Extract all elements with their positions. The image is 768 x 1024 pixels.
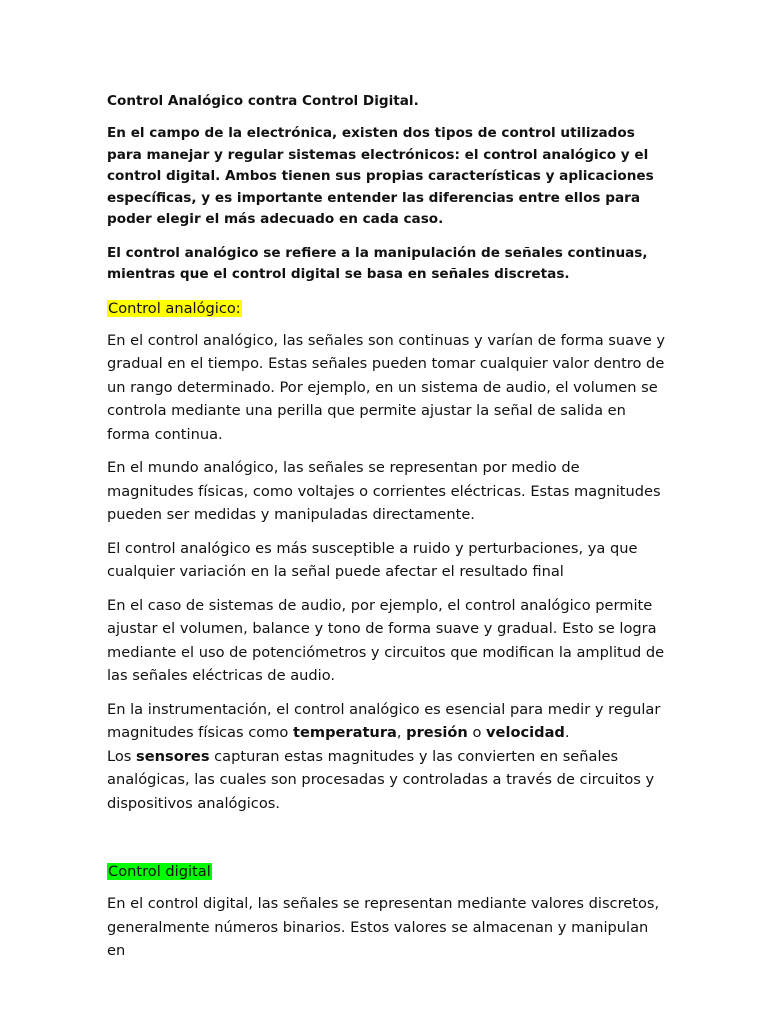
intro-paragraph-2: El control analógico se refiere a la manipulación de señales continuas, mientras que el control digital se basa en señales discretas.	[107, 244, 648, 282]
p5-end: .	[564, 724, 570, 741]
digital-section-heading	[107, 861, 667, 882]
document-content	[107, 92, 667, 973]
analog-heading-highlight: Control analógico:	[108, 299, 241, 317]
bold-sensores: sensores	[136, 747, 210, 765]
analog-paragraph-5	[107, 698, 667, 816]
document-title: Control Analógico contra Control Digital.	[107, 93, 419, 109]
p5-text-1: En la instrumentación, el control analógico es esencial para medir y regular magnitudes físicas como	[107, 700, 661, 741]
analog-section-heading	[107, 298, 667, 319]
bold-presion: presión	[406, 724, 468, 741]
analog-paragraph-3: El control analógico es más susceptible a ruido y perturbaciones, ya que cualquier variación en la señal puede afectar el resultado final	[107, 539, 638, 580]
p5-sep-2: o	[467, 724, 487, 741]
section-spacer	[107, 825, 667, 859]
analog-paragraph-4: En el caso de sistemas de audio, por ejemplo, el control analógico permite ajustar el volumen, balance y tono de forma suave y gradual. Esto se logra mediante el uso de potenciómetros y circuitos que modifican la amplitud de las señales eléctricas de audio.	[107, 596, 665, 684]
analog-paragraph-1: En el control analógico, las señales son continuas y varían de forma suave y gradual en el tiempo. Estas señales pueden tomar cualquier valor dentro de un rango determinado. Por ejemplo, en un sistema de audio, el volumen se controla mediante una perilla que permite ajustar la señal de salida en forma continua.	[107, 331, 665, 443]
bold-velocidad: velocidad	[486, 724, 565, 741]
bold-temperatura: temperatura	[292, 724, 397, 741]
p5-sep-1: ,	[396, 724, 407, 741]
analog-paragraph-2: En el mundo analógico, las señales se representan por medio de magnitudes físicas, como voltajes o corrientes eléctricas. Estas magnitudes pueden ser medidas y manipuladas directamente.	[107, 459, 661, 523]
p5-line2-start: Los	[107, 747, 137, 765]
p5-line2-rest: capturan estas magnitudes y las convierten en señales analógicas, las cuales son procesadas y controladas a través de circuitos y dispositivos analógicos.	[107, 747, 655, 812]
digital-paragraph-1: En el control digital, las señales se representan mediante valores discretos, generalmente números binarios. Estos valores se almacenan y manipulan en	[107, 895, 660, 959]
digital-heading-highlight: Control digital	[108, 863, 211, 880]
intro-paragraph-1: En el campo de la electrónica, existen dos tipos de control utilizados para manejar y regular sistemas electrónicos: el control analógico y el control digital. Ambos tienen sus propias características y aplicaciones específicas, y es importante entender las diferencias entre ellos para poder elegir el más adecuado en cada caso.	[107, 125, 654, 227]
